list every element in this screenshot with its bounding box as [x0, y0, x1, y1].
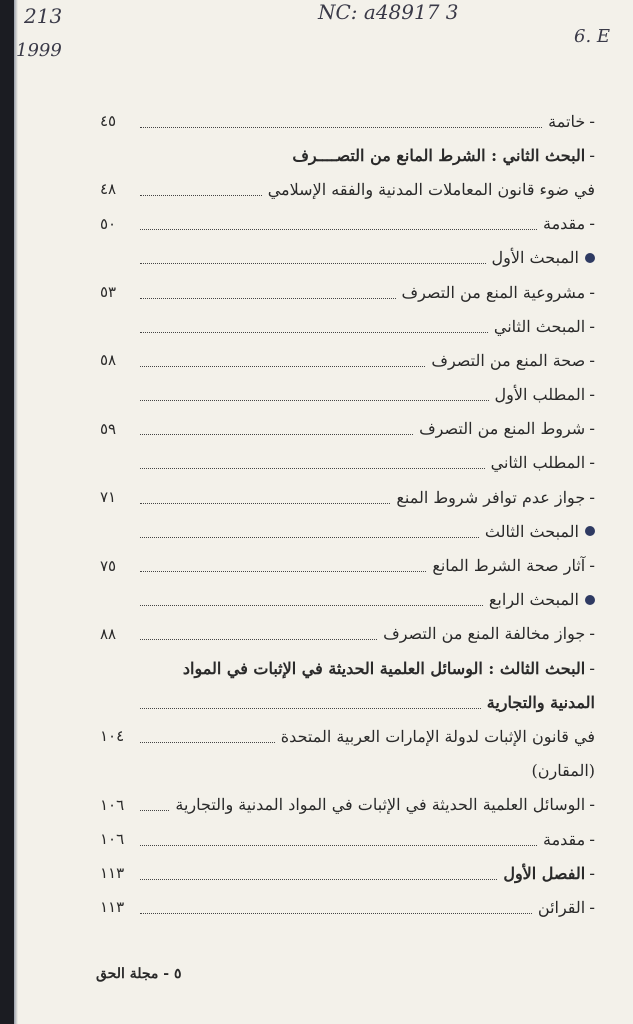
toc-entry-title: المبحث الرابع	[488, 590, 579, 610]
toc-entry-dash: -	[589, 556, 595, 576]
toc-entry-dash: -	[589, 658, 595, 678]
dot-leader	[140, 913, 532, 914]
toc-entry-dash: -	[589, 795, 595, 815]
toc-entry	[100, 856, 595, 890]
toc-entry	[100, 275, 595, 309]
toc-entry	[100, 241, 595, 275]
toc-entry-page-number: ١١٣	[100, 898, 125, 917]
toc-entry	[100, 822, 595, 856]
toc-entry	[100, 480, 595, 514]
dot-leader	[140, 434, 413, 435]
toc-entry	[100, 172, 595, 206]
page-footer	[96, 966, 182, 982]
toc-entry-title: الفصل الأول	[503, 863, 586, 883]
toc-entry-title: الوسائل العلمية الحديثة في الإثبات في المواد المدنية والتجارية	[175, 795, 586, 815]
toc-entry-page-number: ٧١	[100, 488, 117, 507]
toc-entry-page-number: ٨٨	[100, 624, 117, 643]
toc-entry-title: مقدمة	[543, 829, 586, 849]
toc-entry-title: البحث الثالث : الوسائل العلمية الحديثة في الإثبات في المواد	[182, 658, 586, 678]
toc-entry-page-number: ٥٣	[100, 283, 117, 302]
binding-spine	[0, 0, 14, 1024]
toc-entry	[100, 685, 595, 719]
toc-entry-page-number: ١١٣	[100, 864, 125, 883]
dot-leader	[140, 571, 426, 572]
handwritten-note-right: 6. E	[574, 26, 611, 47]
toc-entry-dash: -	[589, 624, 595, 644]
dot-leader	[140, 229, 537, 230]
toc-entry-dash: -	[589, 214, 595, 234]
toc-entry-title: المبحث الأول	[491, 248, 579, 268]
bullet-icon	[585, 253, 595, 263]
toc-entry-dash: -	[589, 350, 595, 370]
toc-entry-title: في ضوء قانون المعاملات المدنية والفقه الإسلامي	[267, 179, 595, 199]
toc-entry-dash: -	[589, 316, 595, 336]
toc-entry-title: المبحث الثالث	[484, 521, 579, 541]
toc-entry-page-number: ١٠٤	[100, 727, 125, 746]
toc-entry	[100, 207, 595, 241]
bullet-icon	[585, 526, 595, 536]
toc-entry-dash: -	[589, 419, 595, 439]
dot-leader	[140, 639, 377, 640]
toc-entry-title: مقدمة	[543, 214, 586, 234]
handwritten-note-number: 213	[24, 4, 63, 28]
dot-leader	[140, 195, 262, 196]
toc-entry-title: المطلب الأول	[494, 385, 586, 405]
toc-entry	[100, 104, 595, 138]
dot-leader	[140, 605, 483, 606]
toc-entry-dash: -	[589, 145, 595, 165]
footer-page-number: ٥	[173, 966, 182, 982]
dot-leader	[140, 263, 486, 264]
toc-entry-page-number: ٥٨	[100, 351, 117, 370]
dot-leader	[140, 810, 169, 811]
toc-entry	[100, 617, 595, 651]
toc-entry	[100, 309, 595, 343]
toc-entry-title: البحث الثاني : الشرط المانع من التصــــرف	[292, 145, 586, 165]
toc-entry-title: القرائن	[537, 897, 586, 917]
dot-leader	[140, 503, 390, 504]
dot-leader	[140, 845, 537, 846]
toc-entry-title: مشروعية المنع من التصرف	[401, 282, 586, 302]
spine-edge	[14, 0, 18, 1024]
toc-entry-page-number: ٤٨	[100, 180, 117, 199]
toc-entry-title: (المقارن)	[531, 761, 595, 781]
toc-entry-dash: -	[589, 453, 595, 473]
dot-leader	[140, 742, 275, 743]
toc-entry	[100, 651, 595, 685]
toc-entry-page-number: ٥٠	[100, 214, 117, 233]
toc-entry-title: جواز مخالفة المنع من التصرف	[383, 624, 586, 644]
toc-entry	[100, 754, 595, 788]
toc-entry	[100, 446, 595, 480]
toc-entry	[100, 343, 595, 377]
toc-entry	[100, 788, 595, 822]
toc-entry-title: في قانون الإثبات لدولة الإمارات العربية المتحدة	[280, 726, 595, 746]
footer-journal-name: مجلة الحق	[96, 966, 159, 982]
toc-entry-title: آثار صحة الشرط المانع	[432, 556, 586, 576]
toc-entry-page-number: ٧٥	[100, 556, 117, 575]
toc-entry	[100, 378, 595, 412]
toc-entry-page-number: ٥٩	[100, 419, 117, 438]
dot-leader	[140, 332, 488, 333]
toc-entry	[100, 138, 595, 172]
toc-entry-page-number: ١٠٦	[100, 830, 125, 849]
toc-entry-title: شروط المنع من التصرف	[419, 419, 586, 439]
dot-leader	[140, 366, 425, 367]
toc-entry-dash: -	[589, 897, 595, 917]
toc-entry	[100, 514, 595, 548]
toc-entry-title: صحة المنع من التصرف	[431, 350, 586, 370]
toc-entry	[100, 548, 595, 582]
toc-entry-dash: -	[589, 829, 595, 849]
toc-entry	[100, 583, 595, 617]
dot-leader	[140, 127, 542, 128]
toc-entry-dash: -	[589, 111, 595, 131]
handwritten-catalog-number: NC: a48917 3	[318, 0, 459, 24]
dot-leader	[140, 400, 489, 401]
toc-entry	[100, 719, 595, 753]
toc-entry-title: المطلب الثاني	[490, 453, 586, 473]
footer-separator: -	[163, 966, 170, 982]
dot-leader	[140, 879, 497, 880]
toc-entry-dash: -	[589, 863, 595, 883]
toc-entry-page-number: ٤٥	[100, 112, 117, 131]
table-of-contents	[100, 104, 595, 925]
toc-entry-dash: -	[589, 385, 595, 405]
toc-entry	[100, 412, 595, 446]
toc-entry-title: المدنية والتجارية	[486, 692, 595, 712]
dot-leader	[140, 298, 396, 299]
toc-entry-title: المبحث الثاني	[493, 316, 586, 336]
toc-entry-title: جواز عدم توافر شروط المنع	[396, 487, 586, 507]
toc-entry	[100, 890, 595, 924]
dot-leader	[140, 708, 481, 709]
dot-leader	[140, 537, 479, 538]
toc-entry-dash: -	[589, 487, 595, 507]
handwritten-note-year: 1999	[16, 40, 62, 61]
toc-entry-title: خاتمة	[548, 111, 586, 131]
dot-leader	[140, 468, 485, 469]
bullet-icon	[585, 595, 595, 605]
toc-entry-page-number: ١٠٦	[100, 795, 125, 814]
toc-entry-dash: -	[589, 282, 595, 302]
